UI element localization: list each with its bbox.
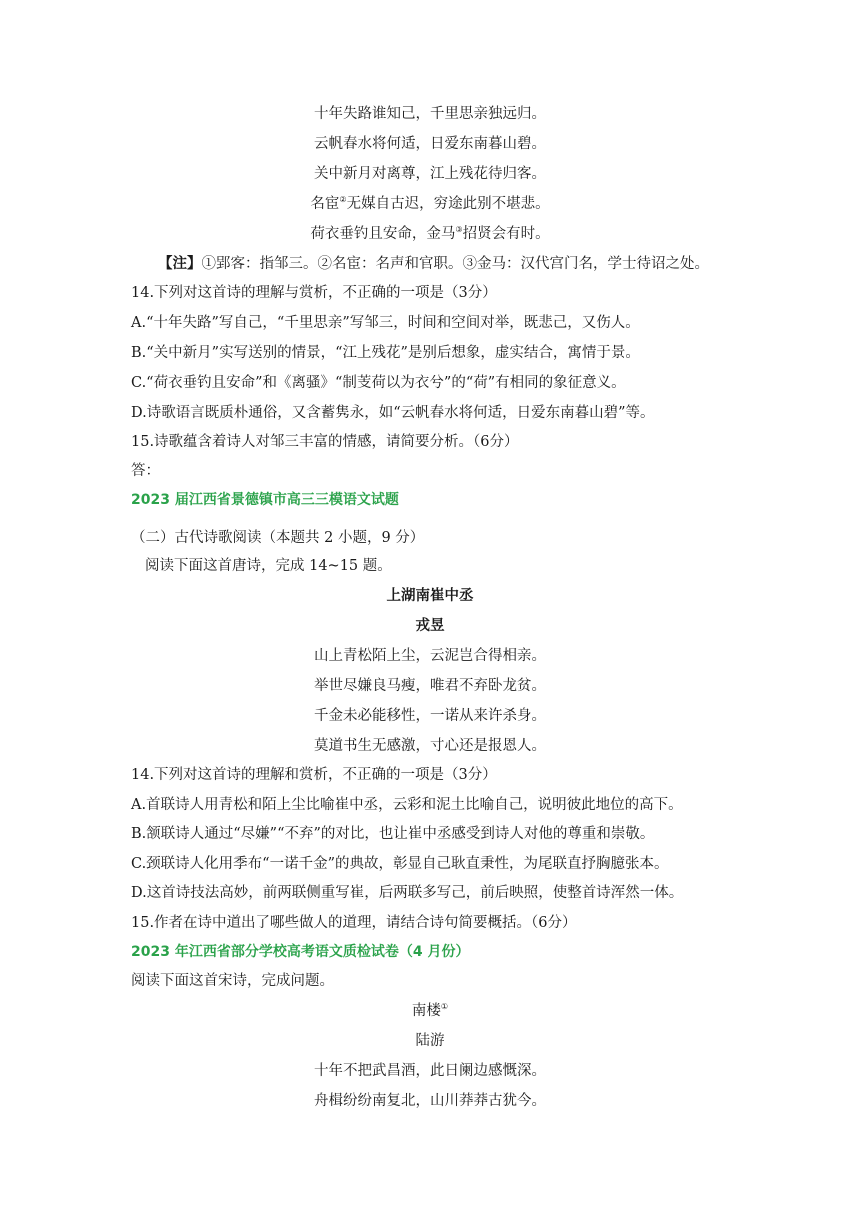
footnote-marker-1: ① [440, 1002, 449, 1011]
footnote-marker-3: ③ [455, 225, 463, 234]
section3-heading: 2023 年江西省部分学校高考语文质检试卷（4 月份） [131, 944, 470, 960]
poem1-line-4-end: 无媒自古迟，穷途此别不堪悲。 [346, 196, 550, 212]
q2-question-14: 14.下列对这首诗的理解和赏析，不正确的一项是（3分） [131, 767, 497, 783]
q2-option-c: C.颈联诗人化用季布“一诺千金”的典故，彰显自己耿直秉性，为尾联直抒胸臆张本。 [131, 856, 669, 872]
q1-question-15: 15.诗歌蕴含着诗人对邹三丰富的情感，请简要分析。（6分） [131, 434, 519, 450]
answer-label: 答： [131, 463, 160, 479]
poem1-note [158, 254, 709, 274]
q1-option-b: B.“关中新月”实写送别的情景，“江上残花”是别后想象，虚实结合，寓情于景。 [131, 345, 640, 361]
footnote-marker-2: ② [339, 195, 347, 204]
q1-question-14: 14.下列对这首诗的理解与赏析，不正确的一项是（3分） [131, 285, 497, 301]
poem3-title [0, 1001, 860, 1021]
poem1-line-5-start: 荷衣垂钓且安命，金马 [310, 226, 456, 242]
poem1-line-3: 关中新月对离尊，江上残花待归客。 [314, 166, 546, 182]
section2-subheading: （二）古代诗歌阅读（本题共 2 小题，9 分） [131, 530, 425, 546]
poem1-line-5-end: 招贤会有时。 [462, 226, 550, 242]
q2-option-d: D.这首诗技法高妙，前两联侧重写崔，后两联多写己，前后映照，使整首诗浑然一体。 [131, 885, 684, 901]
poem1-line-4-start: 名宦 [310, 196, 340, 212]
poem3-line-1: 十年不把武昌酒，此日阑边感慨深。 [314, 1063, 546, 1079]
poem1-line-1: 十年失路谁知己，千里思亲独远归。 [314, 106, 546, 122]
section3-instruction: 阅读下面这首宋诗，完成问题。 [131, 973, 334, 989]
poem1-line-4 [0, 194, 860, 214]
poem3-author: 陆游 [415, 1033, 445, 1049]
poem2-author: 戎昱 [415, 617, 445, 634]
poem1-line-2: 云帆春水将何适，日爱东南暮山碧。 [314, 136, 546, 152]
q2-option-b: B.颔联诗人通过“尽嫌”“不弃”的对比，也让崔中丞感受到诗人对他的尊重和崇敬。 [131, 826, 655, 842]
section2-instruction: 阅读下面这首唐诗，完成 14~15 题。 [145, 558, 392, 574]
q1-option-a: A.“十年失路”写自己，“千里思亲”写邹三，时间和空间对举，既悲己，又伤人。 [131, 315, 640, 331]
poem1-line-5 [0, 224, 860, 244]
poem2-title: 上湖南崔中丞 [386, 587, 474, 604]
note-label: 【注】 [158, 255, 202, 272]
poem3-line-2: 舟楫纷纷南复北，山川莽莽古犹今。 [314, 1093, 546, 1109]
poem2-line-2: 举世尽嫌良马瘦，唯君不弃卧龙贫。 [314, 678, 546, 694]
q2-option-a: A.首联诗人用青松和陌上尘比喻崔中丞，云彩和泥土比喻自己，说明彼此地位的高下。 [131, 797, 683, 813]
poem2-line-4: 莫道书生无感激，寸心还是报恩人。 [314, 738, 546, 754]
poem3-title-text: 南楼 [411, 1003, 441, 1019]
q2-question-15: 15.作者在诗中道出了哪些做人的道理，请结合诗句简要概括。（6分） [131, 915, 577, 931]
poem2-line-3: 千金未必能移性，一诺从来许杀身。 [314, 708, 546, 724]
q1-option-c: C.“荷衣垂钓且安命”和《离骚》“制芰荷以为衣兮”的“荷”有相同的象征意义。 [131, 375, 626, 391]
note-text: ①郢客：指邹三。②名宦：名声和官职。③金马：汉代宫门名，学士待诏之处。 [201, 256, 709, 272]
poem2-line-1: 山上青松陌上尘，云泥岂合得相亲。 [314, 648, 546, 664]
q1-option-d: D.诗歌语言既质朴通俗，又含蓄隽永，如“云帆春水将何适，日爱东南暮山碧”等。 [131, 405, 655, 421]
section2-heading: 2023 届江西省景德镇市高三三模语文试题 [131, 492, 399, 508]
